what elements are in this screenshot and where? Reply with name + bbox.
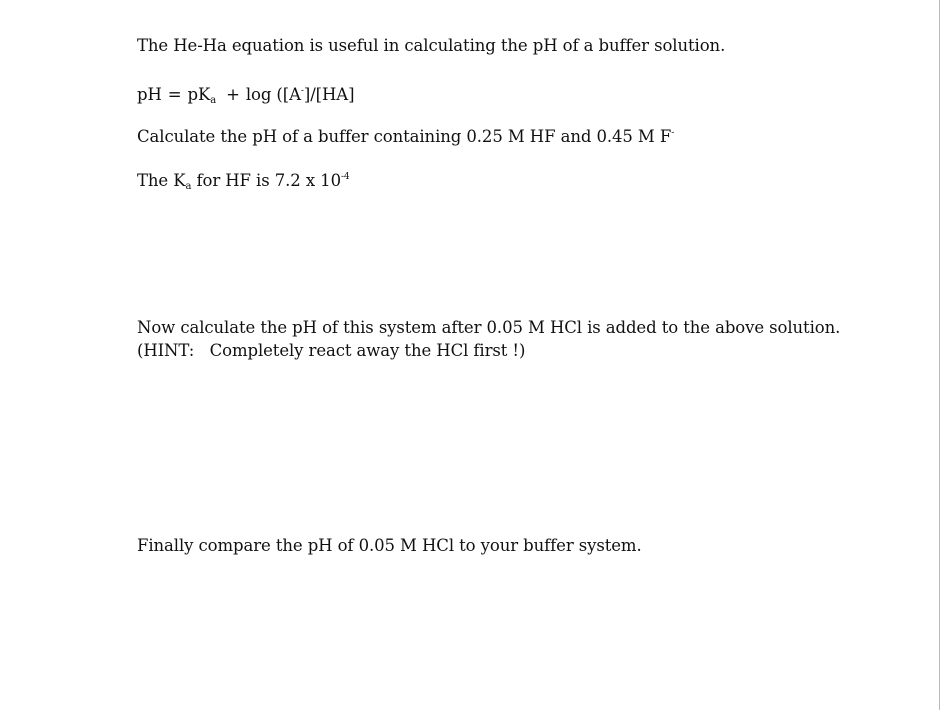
buffer-question	[137, 122, 674, 148]
ka-prefix: The K	[137, 171, 186, 190]
equation-pk: pK	[187, 85, 211, 104]
hcl-question: Now calculate the pH of this system after 0.05 M HCl is added to the above solution.	[137, 318, 841, 337]
equation-equals: =	[167, 85, 182, 104]
buffer-question-text: Calculate the pH of a buffer containing 0.25 M HF and 0.45 M F	[137, 127, 672, 146]
page-edge	[939, 0, 940, 710]
henderson-hasselbalch-equation	[137, 80, 354, 112]
equation-log-close: ]/[HA]	[303, 85, 355, 104]
ka-middle: for HF is 7.2 x 10	[191, 171, 341, 190]
ka-exponent: -4	[340, 172, 350, 182]
intro-text: The He-Ha equation is useful in calculating the pH of a buffer solution.	[137, 36, 726, 55]
hcl-hint: (HINT: Completely react away the HCl first !)	[137, 341, 526, 360]
ka-statement	[137, 166, 350, 198]
equation-plus: +	[226, 85, 240, 104]
equation-ph: pH	[137, 85, 162, 104]
equation-log-open: log ([A	[245, 85, 301, 104]
equation-anion-charge: -	[300, 86, 304, 96]
ka-subscript: a	[185, 181, 192, 192]
equation-pk-subscript: a	[210, 95, 217, 106]
compare-question: Finally compare the pH of 0.05 M HCl to your buffer system.	[137, 536, 642, 555]
fluoride-charge: -	[671, 128, 675, 138]
